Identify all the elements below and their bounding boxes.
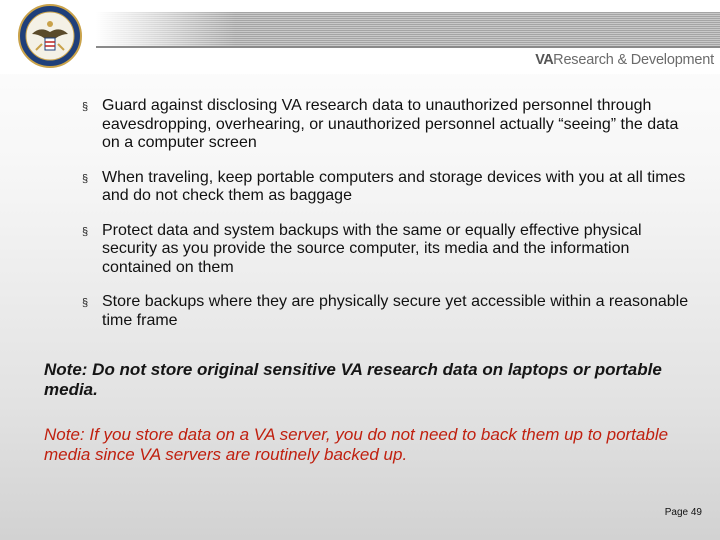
bullet-item xyxy=(80,222,690,278)
bullet-text: Guard against disclosing VA research data to unauthorized personnel through eavesdropping, overhearing, or unauthorized personnel actually “seeing” the data on a computer screen xyxy=(102,97,679,151)
brand-text: Research & Development xyxy=(553,52,714,68)
bullet-marker: § xyxy=(82,297,89,309)
bullet-marker: § xyxy=(82,225,89,238)
page-number: Page 49 xyxy=(664,507,702,518)
bullet-marker: § xyxy=(82,101,89,113)
header-rule xyxy=(96,46,720,48)
note-laptop-warning: Note: Do not store original sensitive VA research data on laptops or portable media. xyxy=(44,360,662,399)
brand-logo xyxy=(535,52,714,68)
bullet-text: When traveling, keep portable computers and storage devices with you at all times and do not check them as baggage xyxy=(102,168,686,204)
bullet-text: Store backups where they are physically secure yet accessible within a reasonable time frame xyxy=(102,293,689,329)
note-server-backup: Note: If you store data on a VA server, you do not need to back them up to portable media since VA servers are routinely backed up. xyxy=(44,425,669,464)
bullet-marker: § xyxy=(82,172,89,185)
brand-va: VA xyxy=(535,52,554,68)
bullet-list xyxy=(80,97,690,346)
bullet-item xyxy=(80,97,690,153)
bullet-item xyxy=(80,169,690,206)
va-seal-icon xyxy=(18,4,82,68)
bullet-item xyxy=(80,293,690,330)
bullet-text: Protect data and system backups with the same or equally effective physical security as you provide the source computer, its media and the information contained on them xyxy=(102,221,642,276)
header-stripes xyxy=(96,12,720,46)
